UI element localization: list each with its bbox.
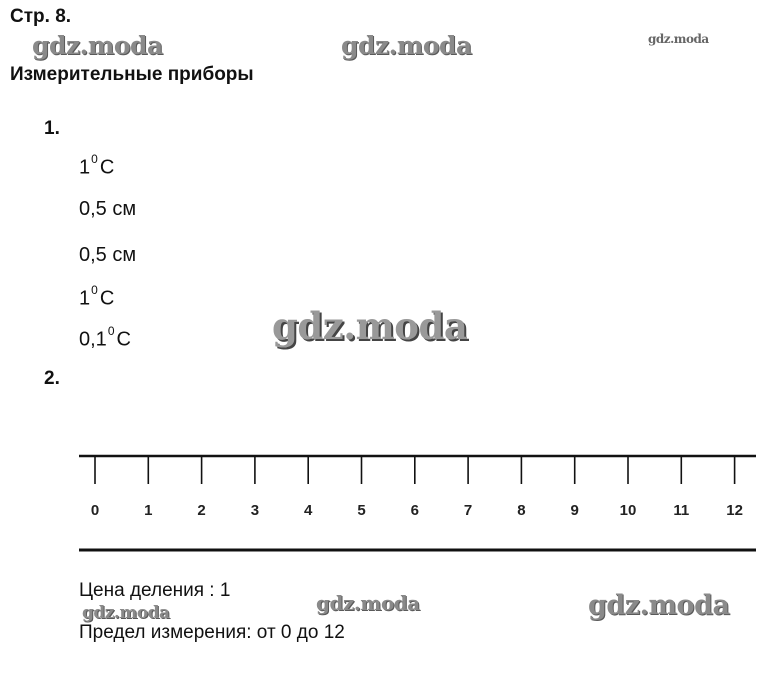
answer-value: 1: [79, 156, 91, 179]
watermark: gdz.moda: [32, 31, 163, 60]
ruler-tick-label: 5: [357, 502, 366, 519]
answer-unit: C: [99, 287, 115, 310]
ruler-tick-label: 1: [144, 502, 153, 519]
ruler-tick-label: 0: [90, 502, 100, 519]
answer-degree: 0: [91, 152, 98, 166]
page-label: Стр. 8.: [10, 6, 72, 27]
watermark: gdz.moda: [316, 591, 420, 615]
ruler-tick-label: 11: [673, 502, 690, 519]
watermark: gdz.moda: [272, 304, 468, 348]
ruler-tick-label: 10: [619, 502, 637, 519]
answer-unit: C: [116, 328, 131, 351]
question-2-number: 2.: [44, 368, 60, 389]
answer-degree: 0: [91, 283, 98, 297]
answer-unit: C: [99, 156, 115, 179]
ruler-tick-label: 2: [197, 502, 206, 519]
ruler-tick-label: 7: [463, 502, 473, 519]
ruler-figure: [0, 440, 764, 560]
answer-value: 0,5 см: [79, 198, 137, 220]
watermark: gdz.moda: [82, 603, 170, 623]
watermark: gdz.moda: [341, 31, 472, 60]
ruler-tick-label: 3: [250, 502, 260, 519]
ruler-tick-label: 8: [517, 502, 526, 519]
answer-5: [79, 324, 131, 352]
answer-degree: 0: [107, 324, 115, 338]
watermark: gdz.moda: [588, 590, 730, 621]
answer-value: 0,1: [79, 328, 107, 351]
ruler-tick-label: 9: [570, 502, 579, 519]
ruler-tick-label: 6: [410, 502, 419, 519]
ruler-tick-label: 4: [304, 502, 313, 519]
question-1-number: 1.: [44, 118, 60, 139]
ruler-tick-label: 12: [726, 502, 743, 519]
answer-4: [79, 283, 115, 311]
answer-value: 0,5 см: [79, 244, 137, 266]
watermark: gdz.moda: [648, 32, 709, 46]
answer-2: [79, 198, 136, 221]
answer-value: 1: [79, 287, 91, 310]
answer-3: [79, 244, 136, 267]
section-title: Измерительные приборы: [10, 64, 254, 85]
division-price: Цена деления : 1: [79, 580, 231, 601]
measurement-limit: Предел измерения: от 0 до 12: [79, 622, 345, 643]
answer-1: [79, 152, 115, 180]
